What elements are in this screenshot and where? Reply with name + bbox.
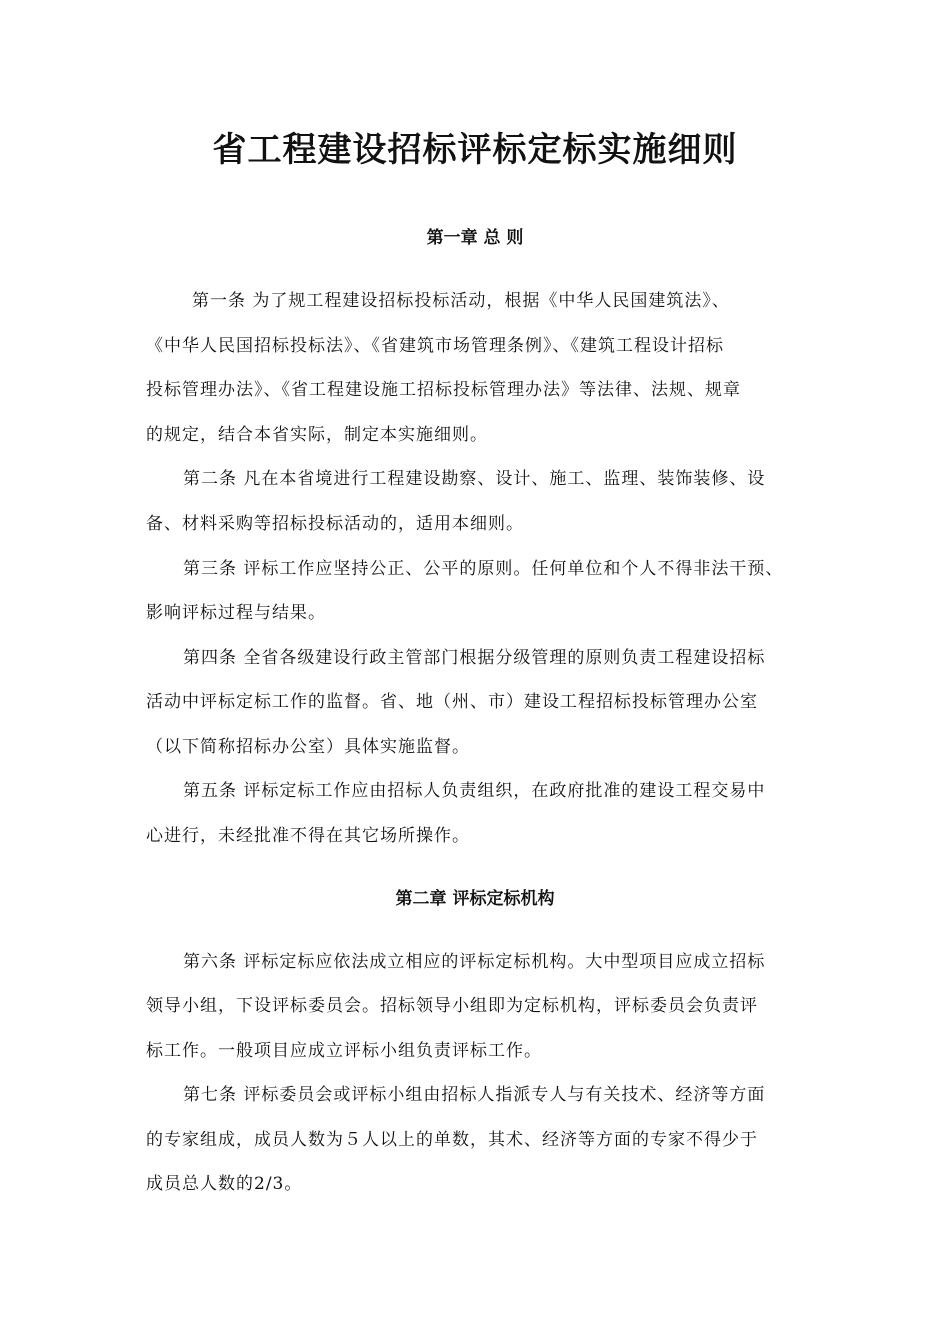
article-6-line-3: 标工作。一般项目应成立评标小组负责评标工作。 [146,1041,542,1061]
article-1-line-1: 第一条 为了规工程建设招标投标活动，根据《中华人民国建筑法》、 [192,291,730,311]
article-5-line-1: 第五条 评标定标工作应由招标人负责组织，在政府批准的建设工程交易中 [183,781,766,801]
article-6-line-2: 领导小组，下设评标委员会。招标领导小组即为定标机构，评标委员会负责评 [146,996,758,1016]
article-3-line-2: 影响评标过程与结果。 [146,603,326,623]
document-title: 省工程建设招标评标定标实施细则 [212,130,738,170]
chapter-2-heading: 第二章 评标定标机构 [395,889,555,909]
article-1-line-2: 《中华人民国招标投标法》、《省建筑市场管理条例》、《建筑工程设计招标 [146,336,724,356]
article-7-line-2: 的专家组成，成员人数为５人以上的单数，其术、经济等方面的专家不得少于 [146,1130,758,1150]
article-4-line-1: 第四条 全省各级建设行政主管部门根据分级管理的原则负责工程建设招标 [183,648,766,668]
article-4-line-2: 活动中评标定标工作的监督。省、地（州、市）建设工程招标投标管理办公室 [146,692,758,712]
article-7-line-1: 第七条 评标委员会或评标小组由招标人指派专人与有关技术、经济等方面 [183,1085,766,1105]
article-4-line-3: （以下简称招标办公室）具体实施监督。 [146,737,470,757]
article-3-line-1: 第三条 评标工作应坚持公正、公平的原则。任何单位和个人不得非法干预、 [183,559,784,579]
article-1-line-4: 的规定，结合本省实际，制定本实施细则。 [146,425,488,445]
article-1-line-3: 投标管理办法》、《省工程建设施工招标投标管理办法》等法律、法规、规章 [146,380,741,400]
article-6-line-1: 第六条 评标定标应依法成立相应的评标定标机构。大中型项目应成立招标 [183,952,766,972]
chapter-1-heading: 第一章 总 则 [426,228,524,248]
article-2-line-2: 备、材料采购等招标投标活动的，适用本细则。 [146,514,524,534]
article-2-line-1: 第二条 凡在本省境进行工程建设勘察、设计、施工、监理、装饰装修、设 [183,469,766,489]
article-5-line-2: 心进行，未经批准不得在其它场所操作。 [146,826,470,846]
article-7-line-3: 成员总人数的2/3。 [146,1174,303,1194]
